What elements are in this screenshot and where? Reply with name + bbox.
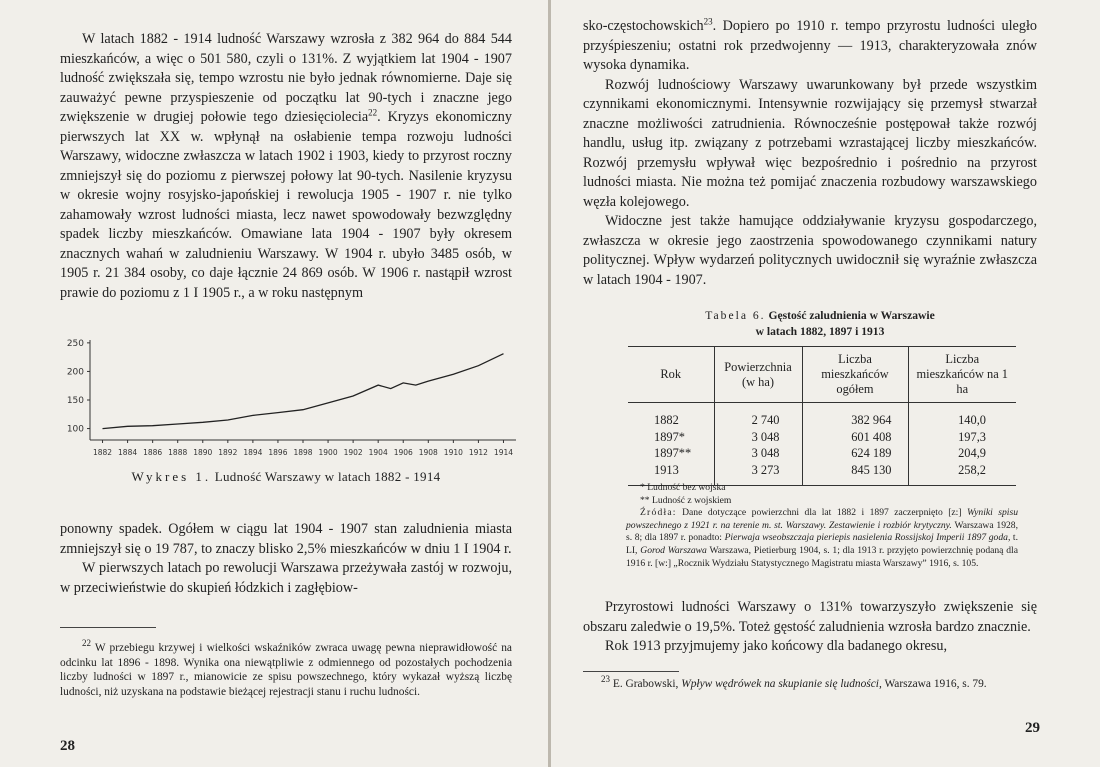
table-cell: 258,2 xyxy=(908,462,1016,486)
footnote xyxy=(60,638,512,699)
paragraph: Widoczne jest także hamujące oddziaływanie kryzysu gospodarczego, zwłaszcza w okresie jego zaostrzenia spowodowanego czynnikami natury politycznej. Wpływ wydarzeń politycznych uwidocznił się wyraźnie zwłaszcza w latach 1904 - 1907. xyxy=(583,213,1037,288)
source-text: Warszawa, Pietierburg 1904, s. 1; dla 1913 r. przyjęto powierzchnię podaną dla 1916 r. [w:] „Rocznik Wydziału Statystycznego Magistratu miasta Warszawy” 1916, s. 105. xyxy=(626,544,1018,569)
x-tick-label: 1884 xyxy=(118,448,138,457)
x-tick-label: 1904 xyxy=(368,448,388,457)
y-tick-label: 150 xyxy=(66,396,84,406)
y-tick-label: 100 xyxy=(66,424,84,435)
chart-caption-label: Wykres 1. xyxy=(131,469,212,484)
x-tick-label: 1906 xyxy=(393,448,413,457)
paragraph-text: . Dopiero po 1910 r. tempo przyrostu ludności uległo przyśpieszeniu; ostatni rok przedwojenny — 1913, charakteryzowała znów wysoka dynamika. xyxy=(583,18,1037,73)
table-row xyxy=(628,403,1016,429)
x-tick-label: 1896 xyxy=(268,448,288,457)
page-number: 29 xyxy=(1025,720,1040,736)
footnote-text: Warszawa 1916, s. 79. xyxy=(884,678,987,690)
footnote-ref: 22 xyxy=(368,107,378,118)
left-page xyxy=(0,0,548,767)
right-text-block-2 xyxy=(583,598,1037,657)
table-note: ** Ludność z wojskiem xyxy=(640,494,732,506)
table-cell: 1882 xyxy=(654,413,679,427)
page-number: 28 xyxy=(60,738,75,754)
table-subtitle: w latach 1882, 1897 i 1913 xyxy=(755,325,885,338)
paragraph-text: sko-częstochowskich xyxy=(583,18,704,34)
table-cell: 1897* xyxy=(654,429,685,444)
source-text: Dane dotyczące powierzchni dla lat 1882 i 1897 zaczerpnięto [z:] xyxy=(682,507,962,519)
paragraph: Przyrostowi ludności Warszawy o 131% towarzyszyło zwiększenie się obszaru zaledwie o 19,5%. Toteż gęstość zaludnienia wzrosła bardzo znacznie. xyxy=(583,599,1037,635)
x-tick-label: 1886 xyxy=(143,448,163,457)
x-tick-label: 1898 xyxy=(293,448,313,457)
source-text: t. LI, xyxy=(626,532,1018,556)
table-cell: 3 048 xyxy=(714,445,802,462)
paragraph: W pierwszych latach po rewolucji Warszawa przeżywała zastój w rozwoju, w przeciwieństwie do skupień łódzkich i zagłębiow- xyxy=(60,560,512,596)
table-header: Liczba mieszkańców na 1 ha xyxy=(908,347,1016,403)
footnote-text: W przebiegu krzywej i wielkości wskaźników zwraca uwagę pewna nieprawidłowość na odcinku lat 1896 - 1898. Wynika ona niewątpliwie z odmiennego od pozostałych pochodzenia liczby ludności w 1897 r., mianowicie ze spisu powszechnego, który wykazał wyższą liczbę ludności, niż uzyskana na podstawie bieżącej rejestracji stanu i ruchu ludności. xyxy=(60,642,512,698)
x-tick-label: 1890 xyxy=(193,448,213,457)
x-tick-label: 1908 xyxy=(418,448,438,457)
table-header: Rok xyxy=(660,367,682,381)
table-note: * Ludność bez wojska xyxy=(640,482,726,493)
footnote-rule xyxy=(60,627,156,628)
footnote-ref: 23 xyxy=(703,16,713,27)
table-title-text: Gęstość zaludnienia w Warszawie xyxy=(768,309,935,322)
table-cell: 140,0 xyxy=(908,403,1016,429)
table-title xyxy=(625,308,1015,340)
table-cell: 1897** xyxy=(654,446,692,461)
y-tick-label: 200 xyxy=(66,367,84,378)
table-label: Tabela 6. xyxy=(705,309,766,322)
footnote-title: Wpływ wędrówek na skupianie się ludności, xyxy=(681,678,882,690)
right-text-block-1 xyxy=(583,17,1037,290)
source-title: Wyniki spisu powszechnego z 1921 r. na terenie m. st. Warszawy. Zestawienie i rozbiór krytyczny. xyxy=(626,507,1018,531)
paragraph: Rok 1913 przyjmujemy jako końcowy dla badanego okresu, xyxy=(605,638,948,654)
paragraph: ponowny spadek. Ogółem w ciągu lat 1904 - 1907 stan zaludnienia miasta zmniejszył się o 19 787, to znaczy blisko 2,5% mieszkańców w dniu 1 I 1904 r. xyxy=(60,521,512,557)
paragraph xyxy=(60,30,512,303)
table-row xyxy=(628,445,1016,462)
density-table xyxy=(628,346,1016,486)
table-cell: 3 273 xyxy=(714,462,802,486)
y-tick-label: 250 xyxy=(66,338,84,349)
x-tick-label: 1902 xyxy=(343,448,363,457)
paragraph-text: W latach 1882 - 1914 ludność Warszawy wzrosła z 382 964 do 884 544 mieszkańców, a więc o 501 580, czyli o 131%. Z wyjątkiem lat 1904 - 1907 ludność zwiększała się, tempo wzrostu nie było jednak równomierne. Daje się zauważyć pewne przyspieszenie od początku lat 90-tych i znaczne jego zwiększenie w drugiej połowie tego dziesięciolecia xyxy=(60,31,512,125)
source-text: Warszawa 1928, s. 8; dla 1897 r. ponadto: xyxy=(626,519,1018,544)
population-line xyxy=(103,354,504,429)
chart-svg xyxy=(64,336,524,466)
table-cell: 624 189 xyxy=(802,445,908,462)
footnote-mark: 23 xyxy=(601,674,610,685)
source-label: Źródła: xyxy=(640,507,677,519)
footnote-author: E. Grabowski, xyxy=(612,678,679,690)
source-title: Gorod Warszawa xyxy=(640,544,707,556)
table-cell: 1913 xyxy=(654,462,679,477)
paragraph-text: . Kryzys ekonomiczny pierwszych lat XX w. wpłynął na osłabienie tempa rozwoju ludności Warszawy, widoczne zwłaszcza w latach 1902 i 1903, kiedy to przyrost roczny zmniejszył się do poziomu z pierwszej połowy lat 90-tych. Nasilenie kryzysu w okresie wojny rosyjsko-japońskiej i rewolucja 1905 - 1907 r. nie tylko zahamowały wzrost ludności miasta, lecz nawet spowodowały bezwzględny spadek liczby mieszkańców. Omawiane lata 1904 - 1907 były okresem znacznych wahań w zaludnieniu Warszawy. W 1904 r. ubyło 3485 osób, w 1905 r. 21 384 osoby, co daje łącznie 24 869 osób. W 1906 r. nastąpił wzrost prawie do poziomu z 1 I 1905 r., a w roku następnym xyxy=(60,109,512,301)
table-header: Powierzchnia (w ha) xyxy=(714,347,802,403)
table-cell: 197,3 xyxy=(908,429,1016,446)
footnote-rule xyxy=(583,671,679,672)
table-row xyxy=(628,429,1016,446)
left-text-block-2 xyxy=(60,520,512,598)
chart-caption-text: Ludność Warszawy w latach 1882 - 1914 xyxy=(214,469,441,484)
population-chart xyxy=(64,336,524,466)
footnote xyxy=(583,674,1037,692)
table-cell: 601 408 xyxy=(802,429,908,446)
paragraph: Rozwój ludnościowy Warszawy uwarunkowany był przede wszystkim czynnikami ekonomicznymi. Intensywnie rozwijający się przemysł stwarzał znaczne możliwości zatrudnienia. Równocześnie postępował także rozwój handlu, usług itp. związany z potrzebami wzrastającej liczby mieszkańców. Rozwój przemysłu wpływał więc bezpośrednio i pośrednio na przyrost ludności miasta. Nie można też pomijać znaczenia rozbudowy warszawskiego węzła kolejowego. xyxy=(583,76,1037,210)
x-tick-label: 1894 xyxy=(243,448,263,457)
x-tick-label: 1900 xyxy=(318,448,338,457)
table-cell: 845 130 xyxy=(802,462,908,486)
x-tick-label: 1882 xyxy=(92,448,113,457)
x-tick-label: 1888 xyxy=(168,448,188,457)
x-tick-label: 1912 xyxy=(468,448,488,457)
table-cell: 3 048 xyxy=(714,429,802,446)
x-tick-label: 1910 xyxy=(443,448,463,457)
table-source xyxy=(626,507,1018,570)
x-tick-label: 1914 xyxy=(493,448,514,457)
chart-caption xyxy=(60,469,512,485)
paragraph xyxy=(583,17,1037,76)
table-cell: 382 964 xyxy=(802,403,908,429)
footnote-mark: 22 xyxy=(82,638,91,649)
table-header: Liczba mieszkańców ogółem xyxy=(802,347,908,403)
table-notes xyxy=(626,482,1018,570)
table-cell: 204,9 xyxy=(908,445,1016,462)
x-tick-label: 1892 xyxy=(218,448,238,457)
source-title: Pierwaja wseobszczaja pieriepis nasielenia Rossijskoj Imperii 1897 goda, xyxy=(724,532,1011,544)
table-header-row xyxy=(628,347,1016,403)
left-text-block-1 xyxy=(60,30,512,303)
table-cell: 2 740 xyxy=(714,403,802,429)
